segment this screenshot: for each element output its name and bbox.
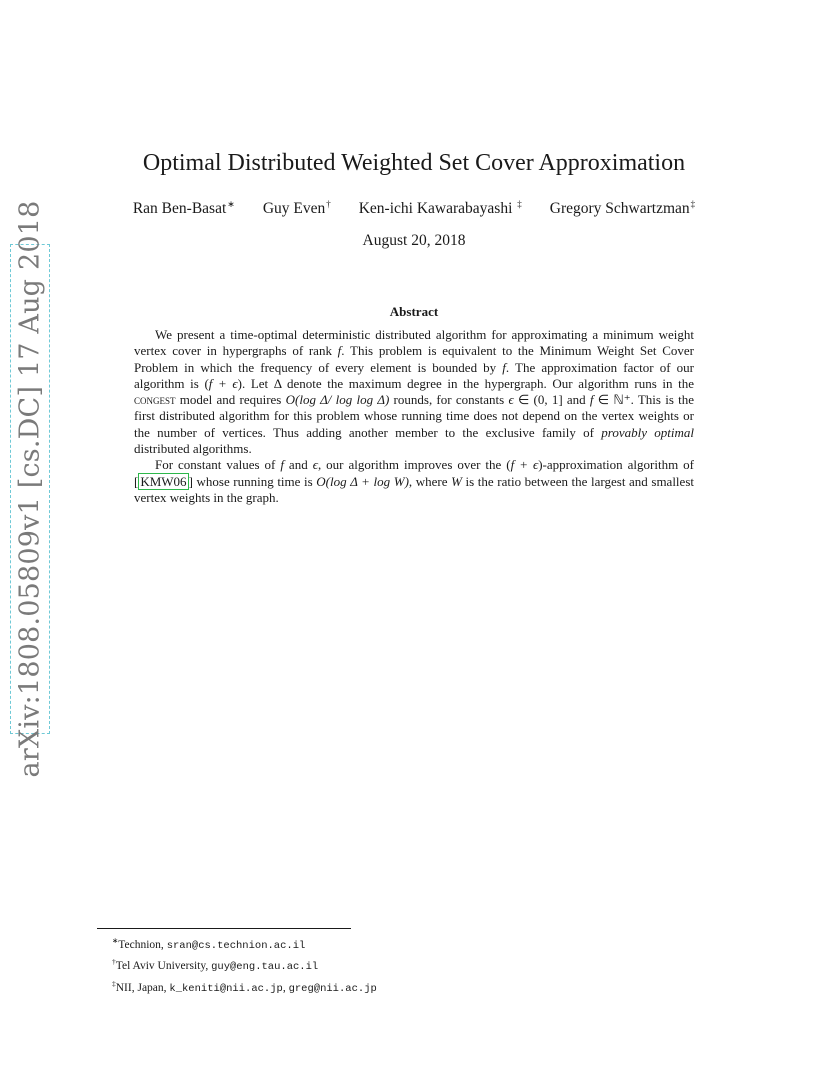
email-link[interactable]: guy@eng.tau.ac.il [211,961,319,974]
author: Guy Even† [262,199,331,218]
paper-title: Optimal Distributed Weighted Set Cover Approximation [142,150,686,176]
abstract-body [134,327,694,506]
author-list [0,199,828,218]
abstract-heading: Abstract [389,304,439,319]
citation-link[interactable]: KMW06 [140,473,187,489]
email-link[interactable]: k_keniti@nii.ac.jp [169,982,283,995]
author: Gregory Schwartzman‡ [549,199,696,218]
email-link[interactable]: greg@nii.ac.jp [288,982,377,995]
footnotes [112,933,377,997]
arxiv-identifier[interactable]: arXiv:1808.05809v1 [cs.DC] 17 Aug 2018 [14,200,46,778]
footnote-rule [97,928,351,929]
paper-date: August 20, 2018 [362,232,466,249]
abstract-paragraph: For constant values of f and ϵ, our algorithm improves over the (f + ϵ)-approximation algorithm of [ KMW06 ] whose running time is O(log Δ + log W), where W is the ratio between the largest and smallest vertex weights in the graph. [134,457,694,505]
email-link[interactable]: sran@cs.technion.ac.il [166,939,306,952]
footnote: ∗Technion, sran@cs.technion.ac.il [112,936,306,952]
footnote: †Tel Aviv University, guy@eng.tau.ac.il [112,957,319,974]
author: Ken-ichi Kawarabayashi ‡ [358,199,522,218]
footnote: ‡NII, Japan, k_keniti@nii.ac.jp, greg@nii.ac.jp [112,978,377,995]
abstract-paragraph: We present a time-optimal deterministic distributed algorithm for approximating a minimum weight vertex cover in hypergraphs of rank f. This problem is equivalent to the Minimum Weight Set Cover Problem in which the frequency of every element is bounded by f. The approximation factor of our algorithm is (f + ϵ). Let Δ denote the maximum degree in the hypergraph. Our algorithm runs in the congest model and requires O(log Δ/ log log Δ) rounds, for constants ϵ ∈ (0, 1] and f ∈ ℕ⁺. This is the first distributed algorithm for this problem whose running time does not depend on the vertex weights or the number of vertices. Thus adding another member to the exclusive family of provably optimal distributed algorithms. [134,327,695,457]
author: Ran Ben-Basat∗ [132,199,235,218]
